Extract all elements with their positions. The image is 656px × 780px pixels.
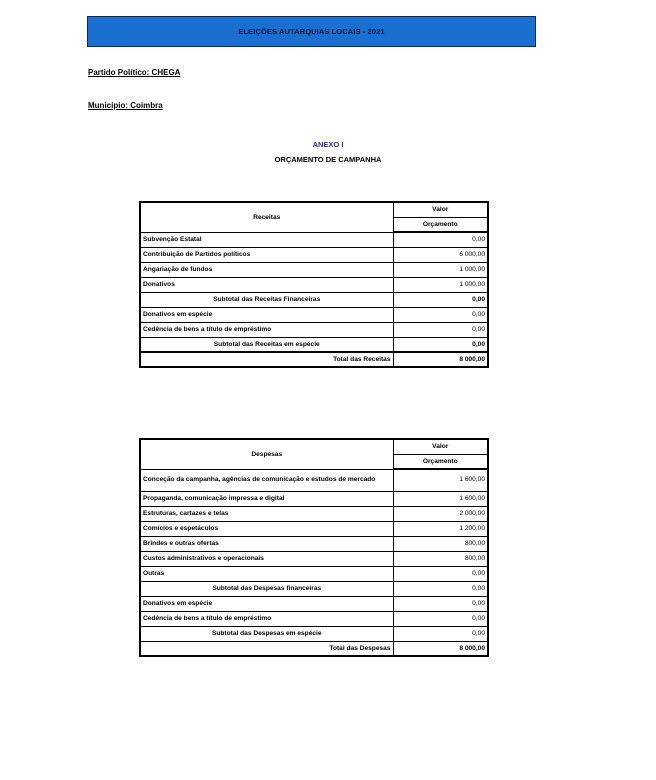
row-label: Custos administrativos e operacionais bbox=[140, 551, 393, 566]
total-row bbox=[140, 352, 488, 367]
subtotal-value: 0,00 bbox=[393, 626, 488, 641]
row-value: 1 600,00 bbox=[393, 469, 488, 491]
expenses-header: Despesas bbox=[140, 439, 393, 469]
row-value: 800,00 bbox=[393, 536, 488, 551]
revenue-header: Receitas bbox=[140, 202, 393, 232]
subtotal-value: 0,00 bbox=[393, 337, 488, 352]
row-value: 0,00 bbox=[393, 596, 488, 611]
table-row bbox=[140, 506, 488, 521]
subtotal-label: Subtotal das Despesas em espécie bbox=[140, 626, 393, 641]
table-row bbox=[140, 536, 488, 551]
row-label: Comícios e espetáculos bbox=[140, 521, 393, 536]
row-label: Donativos em espécie bbox=[140, 307, 393, 322]
row-label: Subvenção Estatal bbox=[140, 232, 393, 247]
row-label: Angariação de fundos bbox=[140, 262, 393, 277]
budget-header: Orçamento bbox=[393, 454, 488, 469]
row-value: 0,00 bbox=[393, 611, 488, 626]
budget-header: Orçamento bbox=[393, 217, 488, 232]
row-value: 1 000,00 bbox=[393, 277, 488, 292]
row-label: Donativos bbox=[140, 277, 393, 292]
table-row bbox=[140, 247, 488, 262]
row-label: Cedência de bens a título de empréstimo bbox=[140, 611, 393, 626]
subtotal-row bbox=[140, 581, 488, 596]
table-row bbox=[140, 611, 488, 626]
subtotal-label: Subtotal das Receitas em espécie bbox=[140, 337, 393, 352]
subtotal-label: Subtotal das Receitas Financeiras bbox=[140, 292, 393, 307]
table-header-row bbox=[140, 202, 488, 217]
row-value: 0,00 bbox=[393, 232, 488, 247]
row-label: Propaganda, comunicação impressa e digital bbox=[140, 491, 393, 506]
document-subtitle: ORÇAMENTO DE CAMPANHA bbox=[274, 155, 382, 164]
subtotal-value: 0,00 bbox=[393, 292, 488, 307]
row-label: Outras bbox=[140, 566, 393, 581]
row-value: 2 000,00 bbox=[393, 506, 488, 521]
table-header-row bbox=[140, 439, 488, 454]
table-row bbox=[140, 322, 488, 337]
annex-title: ANEXO I bbox=[312, 140, 344, 149]
subtotal-value: 0,00 bbox=[393, 581, 488, 596]
table-row bbox=[140, 307, 488, 322]
row-label: Conceção da campanha, agências de comunicação e estudos de mercado bbox=[140, 469, 393, 491]
table-row bbox=[140, 232, 488, 247]
revenue-table bbox=[139, 201, 489, 368]
table-row bbox=[140, 469, 488, 491]
row-value: 1 000,00 bbox=[393, 262, 488, 277]
table-row bbox=[140, 551, 488, 566]
row-value: 0,00 bbox=[393, 307, 488, 322]
row-value: 6 000,00 bbox=[393, 247, 488, 262]
row-label: Brindes e outras ofertas bbox=[140, 536, 393, 551]
subtotal-label: Subtotal das Despesas financeiras bbox=[140, 581, 393, 596]
expenses-table bbox=[139, 438, 489, 657]
row-label: Cedência de bens a título de empréstimo bbox=[140, 322, 393, 337]
subtotal-row bbox=[140, 292, 488, 307]
row-value: 1 600,00 bbox=[393, 491, 488, 506]
row-value: 0,00 bbox=[393, 322, 488, 337]
total-value: 8 000,00 bbox=[393, 641, 488, 656]
row-value: 0,00 bbox=[393, 566, 488, 581]
municipality-field: Município: Coimbra bbox=[88, 101, 163, 110]
total-label: Total das Despesas bbox=[140, 641, 393, 656]
total-value: 8 000,00 bbox=[393, 352, 488, 367]
row-label: Donativos em espécie bbox=[140, 596, 393, 611]
document-banner: ELEIÇÕES AUTARQUIAS LOCAIS - 2021 bbox=[87, 16, 536, 47]
table-row bbox=[140, 521, 488, 536]
subtotal-row bbox=[140, 337, 488, 352]
value-header: Valor bbox=[393, 202, 488, 217]
row-value: 800,00 bbox=[393, 551, 488, 566]
row-label: Estruturas, cartazes e telas bbox=[140, 506, 393, 521]
subtotal-row bbox=[140, 626, 488, 641]
table-row bbox=[140, 262, 488, 277]
table-row bbox=[140, 491, 488, 506]
row-value: 1 200,00 bbox=[393, 521, 488, 536]
table-row bbox=[140, 277, 488, 292]
value-header: Valor bbox=[393, 439, 488, 454]
table-row bbox=[140, 566, 488, 581]
total-row bbox=[140, 641, 488, 656]
party-field: Partido Político: CHEGA bbox=[88, 68, 181, 77]
row-label: Contribuição de Partidos políticos bbox=[140, 247, 393, 262]
total-label: Total das Receitas bbox=[140, 352, 393, 367]
table-row bbox=[140, 596, 488, 611]
